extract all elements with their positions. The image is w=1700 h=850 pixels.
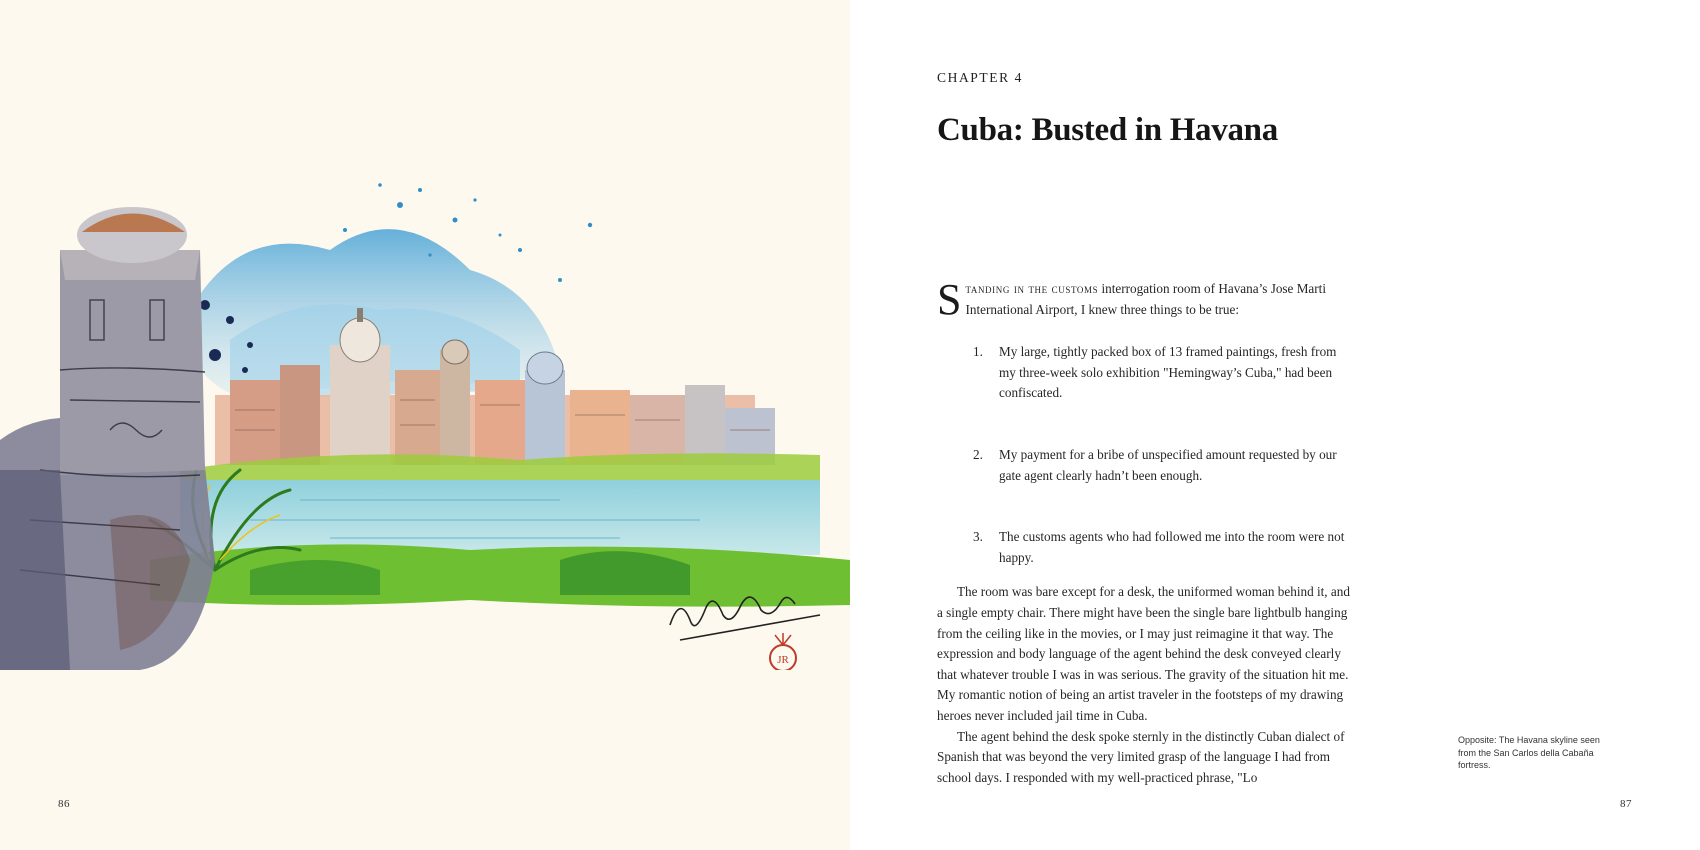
list-item <box>937 445 1357 486</box>
havana-skyline-watercolor <box>0 140 850 670</box>
body-paragraph: The room was bare except for a desk, the uniformed woman behind it, and a single empty chair. There might have been the single bare lightbulb hanging from the ceiling like in the movies, or I may just reimagine it that way. The expression and body language of the agent behind the desk conveyed clearly that whatever trouble I was in was serious. The gravity of the situation hit me. My romantic notion of being an artist traveler in the footsteps of my drawing heroes never included jail time in Cuba. <box>937 584 1350 723</box>
page-number-left: 86 <box>58 798 70 810</box>
list-number: 1. <box>973 344 983 360</box>
image-caption: Opposite: The Havana skyline seen from the San Carlos della Cabaña fortress. <box>1458 735 1600 770</box>
drop-cap: S <box>937 275 962 324</box>
right-page <box>850 0 1700 850</box>
list-text: The customs agents who had followed me into the room were not happy. <box>999 529 1345 565</box>
body-text <box>937 275 1357 788</box>
intro-paragraph <box>937 275 1357 324</box>
list-item <box>937 527 1357 568</box>
list-text: My payment for a bribe of unspecified amount requested by our gate agent clearly hadn’t been enough. <box>999 446 1337 483</box>
intro-text: interrogation room of Havana’s Jose Marti International Airport, I knew three things to be true: <box>965 281 1326 317</box>
list-number: 2. <box>973 446 983 462</box>
chapter-title: Cuba: Busted in Havana <box>937 112 1278 148</box>
numbered-list <box>937 342 1357 568</box>
list-number: 3. <box>973 529 983 545</box>
list-text: My large, tightly packed box of 13 framed paintings, fresh from my three-week solo exhibition "Hemingway’s Cuba," had been confiscated. <box>999 344 1337 401</box>
page-number-right: 87 <box>1620 798 1632 810</box>
body-paragraph: The agent behind the desk spoke sternly in the distinctly Cuban dialect of Spanish that was beyond the very limited grasp of the language I had from school days. I responded with my well-practiced phrase, "Lo <box>937 728 1345 785</box>
svg-text:JR: JR <box>777 654 789 666</box>
list-item <box>937 342 1357 404</box>
intro-small-caps: tanding in the customs <box>965 281 1099 296</box>
chapter-label: CHAPTER 4 <box>937 70 1024 85</box>
